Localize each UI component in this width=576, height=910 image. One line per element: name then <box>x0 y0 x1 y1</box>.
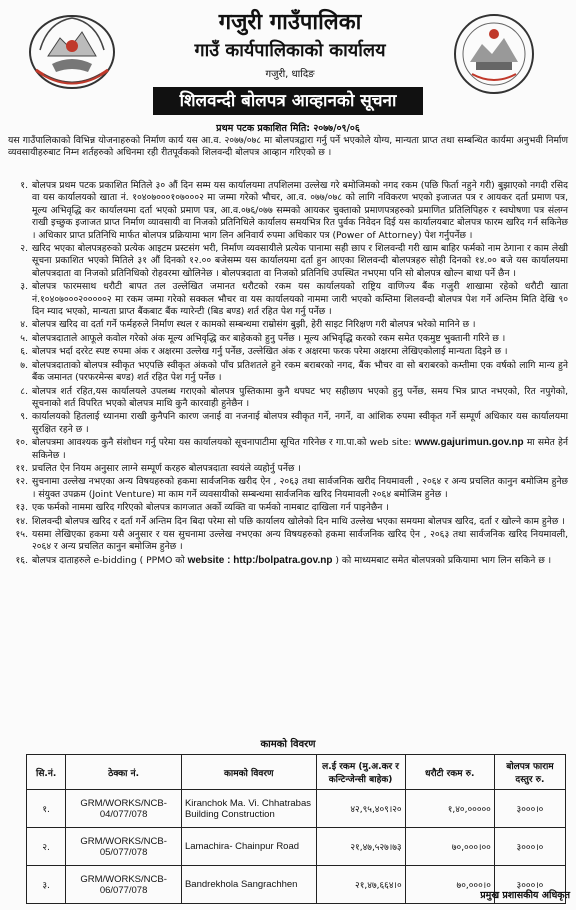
row-estimate: २१,४७,६६४।० <box>316 866 405 904</box>
table-header-row <box>27 755 566 790</box>
row-fee: ३०००।० <box>494 866 565 904</box>
clause-item: ६. बोलपत्र भर्दा दररेट स्पष्ट रुपमा अंक र अक्षरमा उल्लेख गर्नु पर्नेछ, उल्लेखित अंक र अक्षरमा फरक परेमा अक्षरमा लेखिएकोलाई मान्यता दिइने छ । <box>20 346 508 358</box>
website-link[interactable]: www.gajurimun.gov.np <box>414 437 524 449</box>
clause-list <box>8 180 568 568</box>
row-description: Bandrekhola Sangrachhen <box>181 866 316 904</box>
bolpatra-link[interactable]: website : http:/bolpatra.gov.np <box>187 554 333 566</box>
row-fee: ३०००।० <box>494 790 565 828</box>
row-deposit: १,४०,००००० <box>405 790 494 828</box>
row-sn: २. <box>27 828 66 866</box>
clause-item: १६. बोलपत्र दाताहरुले e-bidding ( PPMO को website : http:/bolpatra.gov.np ) को माध्यमबाट समेत बोलपत्रको प्रकियामा भाग लिन सकिने छ । <box>15 554 552 566</box>
row-fee: ३०००।० <box>494 828 565 866</box>
works-table <box>26 754 566 904</box>
nepal-emblem-icon <box>26 10 118 92</box>
notice-title: शिलवन्दी बोलपत्र आव्हानको सूचना <box>153 87 423 115</box>
clause-item: १०. बोलपत्रमा आवश्यक कुनै संशोधन गर्नु परेमा यस कार्यालयको सूचनापाटीमा सूचित गरिनेछ र गा.पा.को web site: www.gajurimun.gov.np मा समेत हेर्न सकिनेछ । <box>15 437 569 461</box>
row-contract: GRM/WORKS/NCB-06/077/078 <box>66 866 182 904</box>
table-row <box>27 828 566 866</box>
clause-item: १४. शिलवन्दी बोलपत्र खरिद र दर्ता गर्ने अन्तिम दिन बिदा परेमा सो पछि कार्यालय खोलेको दिन माथि उल्लेख भएका समयमा बोलपत्र खरिद, दर्ता र खोल्ने काम हुनेछ । <box>15 515 565 527</box>
row-sn: ३. <box>27 866 66 904</box>
col-sn: सि.नं. <box>27 755 66 790</box>
clause-item: ७. बोलपत्रदाताको बोलपत्र स्वीकृत भएपछि स्वीकृत अंकको पाँच प्रतिशतले हुने रकम बराबरको नगद, बैंक भौचर वा सो बराबरको कम्तीमा एक वर्षको लागि मान्य हुने बैंक जमानत (परफरमेन्स बण्ड) शर्त रहित पेश गर्नु पर्नेछ । <box>20 359 568 384</box>
clause-item: ११. प्रचलित ऐन नियम अनुसार लाग्ने सम्पूर्ण करहरु बोलपत्रदाता स्वयंले व्यहोर्नु पर्नेछ । <box>15 462 301 474</box>
row-deposit: ७०,०००।०० <box>405 828 494 866</box>
publish-date: प्रथम पटक प्रकाशित मिति: २०७७/०९/०६ <box>216 123 360 134</box>
intro-paragraph: यस गाउँपालिकाको विभिन्न योजनाहरुको निर्माण कार्य यस आ.व. २०७७/०७८ मा बोलपत्रद्वारा गर्नु पर्ने भएकोले योग्य, मान्यता प्राप्त तथा सम्बन्धित कार्यमा अनुभवी निर्माण व्यवसायीहरुबाट निम्न शर्तहरुको अधिनमा रही रीतपूर्वकको शिलवन्दी बोलपत्र आव्हान गरिएको छ । <box>8 135 568 159</box>
org-name: गजुरी गाउँपालिका <box>218 10 362 35</box>
clause-item: २. खरिद भएका बोलपत्रहरुको प्रत्येक आइटम प्रस्टसंग भरी, निर्माण व्यवसायीले प्रत्येक पानामा सही छाप र शिलवन्दी गरी खाम बाहिर फर्मको नाम ठेगाना र काम लेखी सूचना प्रकाशित भएको मितिले ३१ औं दिनको १२.०० बजेसम्म यस कार्यालयमा दर्ता हुन आएका शिलवन्दी बोलपत्रहरु सोही दिनको १४.०० बजे यस कार्यालयमा बोलपत्रदाता वा निजको प्रतिनिधिको रोहवरमा खोलिनेछ । बोलपत्रदाता वा निजको प्रतिनिधि उपस्थित नभएमा पनि सो बोलपत्र खोल्न बाधा पर्ने छैन । <box>20 243 568 279</box>
clause-item: १. बोलपत्र प्रथम पटक प्रकाशित मितिले ३० औं दिन सम्म यस कार्यालयमा तपशिलमा उल्लेख गरे बमोजिमको नगद रकम (पछि फिर्ता नहुने गरी) बुझाएको नगदी रसिद वा यस कार्यालयको खाता नं. १०४०७०००१०७०००२ मा जम्मा गरेको भौचर, आ.व. ०७७/०७८ को लागि नविकरण भएको इजाजत पत्र र आयकर दर्ता प्रमाण पत्र, मूल्य अभिवृद्धि कर कार्यालयमा दर्ता भएको प्रमाण पत्र, आ.व.०७६/०७७ सम्मको आयकर चुक्ताको प्रमाणपत्रहरुको प्रमाणित प्रतिलिपिहरु र स्वघोषणा पत्र संलग्न राखी इच्छुक इजाजत प्राप्त निर्माण व्यावसायी वा निजको प्रतिनिधिले कार्यालय समयभित्र रित पुर्वक निवेदन दिई यस कार्यालयबाट बोलपत्र फारम खरिद गर्न सकिनेछ । अधिकार प्राप्त प्रतिनिधि मार्फत बोलपत्र प्रक्रियामा भाग लिन अनिवार्य रुपमा अधिकार पत्र (Power of Attorney) पेश गर्नुपर्नेछ । <box>20 180 568 241</box>
clause-item: १३. एक फर्मको नाममा खरिद गरिएको बोलपत्र कागजात अर्को व्यक्ति वा फर्मको नामबाट दाखिला गर्न पाइनेछैन । <box>15 502 389 514</box>
clause-item: ८. बोलपत्र शर्त रहित,यस कार्यालयले उपलब्ध गराएको बोलपत्र पुस्तिकामा कुनै थपघट भए सहीछाप भएको हुनु पर्नेछ, समय भित्र प्राप्त नभएको, रित नपुगेको, सूचनाको शर्त विपरित भएको बोलपत्र माथि कुनै कारवाही हुनेछैन । <box>20 385 568 409</box>
col-contract: ठेक्का नं. <box>66 755 182 790</box>
clause-item: १२. सुचनामा उल्लेख नभएका अन्य विषयहरुको हकमा सार्वजनिक खरीद ऐन , २०६३ तथा सार्वजनिक खरीद नियमावली , २०६४ र अन्य प्रचलित कानुन बमोजिम हुनेछ । संयुक्त उपक्रम (Joint Venture) मा काम गर्ने व्यवसायीको सम्बन्धमा सार्वजनिक खरिद नियमावली २०६४ बमोजिम हुनेछ । <box>15 476 568 500</box>
row-description: Lamachira- Chainpur Road <box>181 828 316 866</box>
col-description: कामको विवरण <box>181 755 316 790</box>
clause-item: ३. बोलपत्र फारमसाथ धरौटी बापत तल उल्लेखित जमानत धरौटको रकम यस कार्यालयको राष्ट्रिय वाणिज्य बैंक गजुरी शाखामा रहेको धरौटी खाता नं.१०४०७०००२०००००२ मा रकम जम्मा गरेको सक्कल भौचर वा यस कार्यालयको नाममा जारी भएको कम्तिमा शिलवन्दी बोलपत्र पेश गर्ने अन्तिम मिति देखि ९० दिन म्याद भएको, मान्यता प्राप्त बैंकबाट बैंक ग्यारेन्टी (बिड बण्ड) शर्त रहित पेश गर्नु पर्नेछ । <box>20 281 568 318</box>
col-fee: बोलपत्र फाराम दस्तुर रु. <box>494 755 565 790</box>
signatory-title: प्रमुख प्रशासकीय अधिकृत <box>480 890 570 901</box>
row-contract: GRM/WORKS/NCB-04/077/078 <box>66 790 182 828</box>
office-address: गजुरी, धादिङ <box>265 69 315 80</box>
col-deposit: धरौटी रकम रु. <box>405 755 494 790</box>
municipality-logo-icon <box>452 12 536 96</box>
clause-item: ९. कार्यालयको हितलाई ध्यानमा राखी कुनैपनि कारण जनाई वा नजनाई बोलपत्र स्वीकृत गर्ने, नगर्ने, वा आंशिक रुपमा स्वीकृत गर्ने सम्पूर्ण अधिकार यस कार्यालयमा सुरक्षित रहने छ । <box>20 411 568 435</box>
row-contract: GRM/WORKS/NCB-05/077/078 <box>66 828 182 866</box>
works-table-title: कामको विवरण <box>260 739 316 750</box>
office-name: गाउँ कार्यपालिकाको कार्यालय <box>194 40 386 61</box>
clause-item: ४. बोलपत्र खरिद वा दर्ता गर्ने फर्महरुले निर्माण स्थल र कामको सम्बन्धमा राम्रोसंग बुझी, हेरी साइट निरिक्षण गरी बोलपत्र भरेको मानिने छ । <box>20 319 476 331</box>
row-sn: १. <box>27 790 66 828</box>
row-deposit: ७०,०००।० <box>405 866 494 904</box>
table-row <box>27 790 566 828</box>
row-estimate: ४२,९५,४०९।२० <box>316 790 405 828</box>
row-description: Kiranchok Ma. Vi. Chhatrabas Building Construction <box>181 790 316 828</box>
clause-item: ५. बोलपत्रदाताले आफूले कवोल गरेको अंक मूल्य अभिवृद्धि कर बाहेकको हुनु पर्नेछ । मूल्य अभिवृद्धि करको रकम समेत एकमुष्ट भुक्तानी गरिने छ । <box>20 332 506 344</box>
row-estimate: २१,४७,५२७।७३ <box>316 828 405 866</box>
col-estimate: ल.ई रकम (मु.अ.कर र कन्टिन्जेन्सी बाहेक) <box>316 755 405 790</box>
clause-item: १५. यसमा लेखिएका हकमा यसै अनुसार र यस सुचनामा उल्लेख नभएका अन्य विषयहरुको हकमा सार्वजनिक खरिद ऐन , २०६३ तथा सार्वजनिक खरिद नियमावली, २०६४ र अन्य प्रचलित कानुन बमोजिम हुनेछ । <box>15 528 568 553</box>
